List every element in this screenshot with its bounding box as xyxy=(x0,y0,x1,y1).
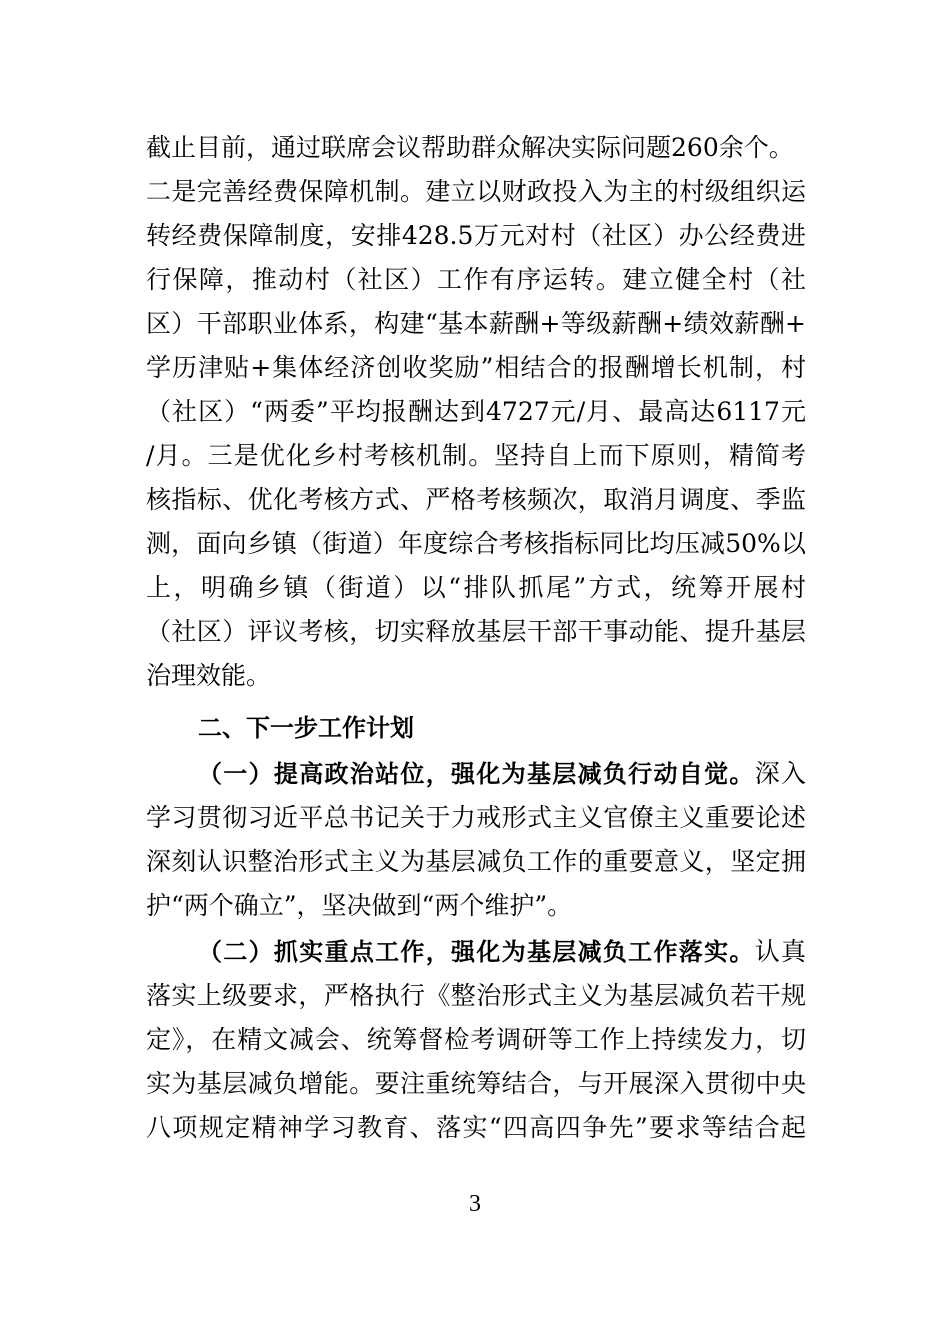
body-text-line: 截止目前，通过联席会议帮助群众解决实际问题260余个。 xyxy=(146,133,794,162)
section-heading: 二、下一步工作计划 xyxy=(198,714,414,742)
body-text-line: 八项规定精神学习教育、落实“四高四争先”要求等结合起 xyxy=(146,1113,806,1142)
body-text-line: 学习贯彻习近平总书记关于力戒形式主义官僚主义重要论述 xyxy=(146,803,806,832)
paragraph-lead-bold: （一）提高政治站位，强化为基层减负行动自觉。 xyxy=(198,760,755,788)
paragraph-lead-bold: （二）抓实重点工作，强化为基层减负工作落实。 xyxy=(198,938,755,966)
body-text-line: （社区）“两委”平均报酬达到4727元/月、最高达6117元 xyxy=(146,397,806,426)
body-text-line: 护“两个确立”，坚决做到“两个维护”。 xyxy=(146,891,573,920)
paragraph-lead-rest: 深入 xyxy=(754,759,806,788)
body-text-line: 转经费保障制度，安排428.5万元对村（社区）办公经费进 xyxy=(146,221,806,250)
body-text-line: 治理效能。 xyxy=(146,661,272,690)
paragraph-first-line xyxy=(198,752,806,796)
body-text-line: 实为基层减负增能。要注重统筹结合，与开展深入贯彻中央 xyxy=(146,1069,806,1098)
page-number: 3 xyxy=(469,1191,481,1217)
body-text-line: 测，面向乡镇（街道）年度综合考核指标同比均压减50%以 xyxy=(146,529,806,558)
paragraph-lead-rest: 认真 xyxy=(754,937,806,966)
body-text-line: 学历津贴+集体经济创收奖励”相结合的报酬增长机制，村 xyxy=(146,353,806,382)
paragraph-first-line xyxy=(198,930,806,974)
body-text-line: 二是完善经费保障机制。建立以财政投入为主的村级组织运 xyxy=(146,177,806,206)
body-text-line: /月。三是优化乡村考核机制。坚持自上而下原则，精简考 xyxy=(146,441,806,470)
body-text-line: （社区）评议考核，切实释放基层干部干事动能、提升基层 xyxy=(146,617,806,646)
body-text-line: 区）干部职业体系，构建“基本薪酬+等级薪酬+绩效薪酬+ xyxy=(146,309,806,338)
body-text-line: 上，明确乡镇（街道）以“排队抓尾”方式，统筹开展村 xyxy=(146,573,806,602)
body-text-line: 深刻认识整治形式主义为基层减负工作的重要意义，坚定拥 xyxy=(146,847,806,876)
body-text-line: 行保障，推动村（社区）工作有序运转。建立健全村（社 xyxy=(146,265,806,294)
body-text-line: 核指标、优化考核方式、严格考核频次，取消月调度、季监 xyxy=(146,485,806,514)
body-text-line: 定》，在精文减会、统筹督检考调研等工作上持续发力，切 xyxy=(146,1025,806,1054)
body-text-line: 落实上级要求，严格执行《整治形式主义为基层减负若干规 xyxy=(146,981,806,1010)
